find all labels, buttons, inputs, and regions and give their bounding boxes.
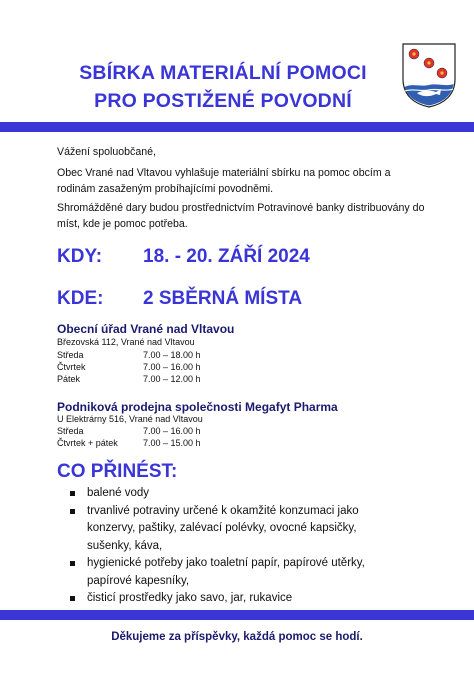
bottom-divider-bar [0,610,474,620]
bring-title: CO PŘINÉST: [57,461,178,482]
bring-list [70,485,400,608]
thanks-footer: Děkujeme za příspěvky, každá pomoc se hodí. [111,631,363,643]
list-item-text: čisticí prostředky jako savo, jar, rukavice [87,592,293,604]
place-1-day-3: Pátek [57,374,81,384]
place-1-day-2: Čtvrtek [57,362,86,372]
top-divider-bar [0,122,474,132]
list-item [70,485,400,503]
place-2-time-2: 7.00 – 15.00 h [143,438,201,448]
place-2-day-2: Čtvrtek + pátek [57,438,118,448]
bullet-square-icon [70,561,75,566]
when-label: KDY: [57,246,103,267]
place-1-name: Obecní úřad Vrané nad Vltavou [57,322,235,336]
place-1-time-3: 7.00 – 12.00 h [143,374,201,384]
list-item-text: trvanlivé potraviny určené k okamžité konzumaci jako konzervy, paštiky, zalévací polévky, ovocné kapsičky, sušenky, káva, [87,504,359,552]
place-2-address: U Elektrárny 516, Vrané nad Vltavou [57,414,203,424]
place-1-time-1: 7.00 – 18.00 h [143,350,201,360]
list-item [70,590,400,608]
page-title-line-1: SBÍRKA MATERIÁLNÍ POMOCI [79,62,367,84]
list-item [70,555,400,590]
list-item-text: balené vody [87,487,150,499]
place-1-day-1: Středa [57,350,84,360]
place-2-name: Podniková prodejna společnosti Megafyt Pharma [57,400,338,414]
bullet-square-icon [70,491,75,496]
greeting-text: Vážení spoluobčané, [57,146,156,158]
place-2-day-1: Středa [57,426,84,436]
place-1-time-2: 7.00 – 16.00 h [143,362,201,372]
page-title-line-2: PRO POSTIŽENÉ POVODNÍ [94,90,352,112]
bullet-square-icon [70,596,75,601]
place-2-time-1: 7.00 – 16.00 h [143,426,201,436]
intro-paragraph-1: Obec Vrané nad Vltavou vyhlašuje materiální sbírku na pomoc obcím a rodinám zasaženým probíhajícími povodněmi. [57,167,391,195]
list-item-text: hygienické potřeby jako toaletní papír, papírové utěrky, papírové kapesníky, [87,557,365,587]
municipal-coat-of-arms-icon [400,41,458,109]
bullet-square-icon [70,509,75,514]
intro-paragraph-2: Shromážděné dary budou prostřednictvím Potravinové banky distribuovány do míst, kde je pomoc potřeba. [57,202,425,230]
place-1-address: Březovská 112, Vrané nad Vltavou [57,337,195,347]
list-item [70,503,400,556]
when-value: 18. - 20. ZÁŘÍ 2024 [143,246,310,267]
where-label: KDE: [57,288,104,309]
where-value: 2 SBĚRNÁ MÍSTA [143,288,303,309]
